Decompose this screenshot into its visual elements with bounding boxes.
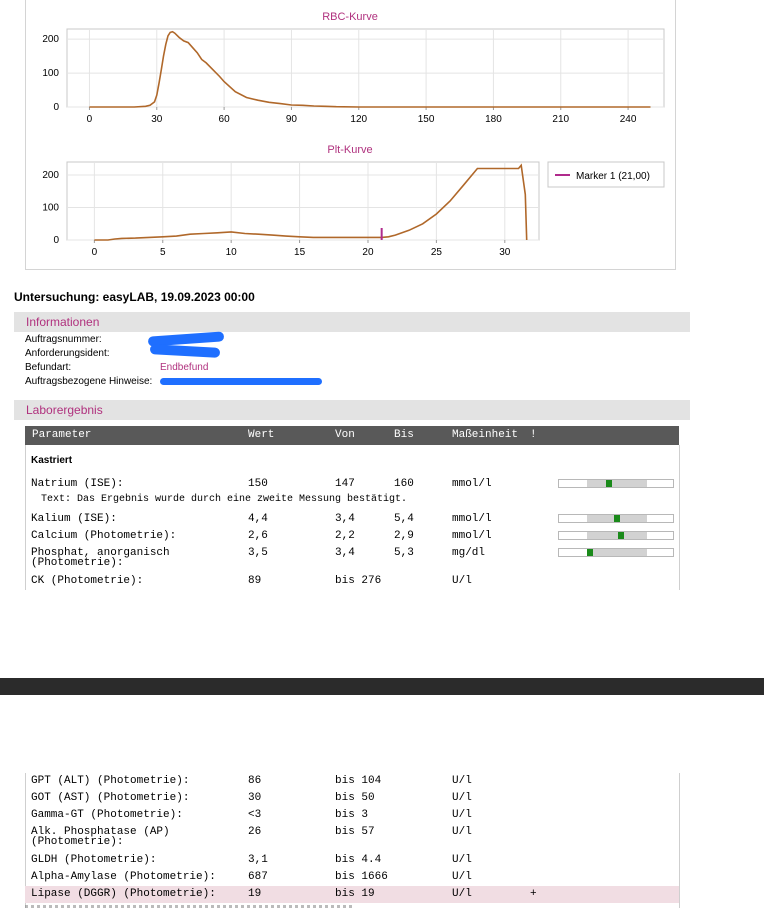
range-bar-marker [606,480,612,487]
table-border-right [679,773,680,908]
row-param: Natrium (ISE): [31,478,124,490]
table-row [25,871,679,885]
row-bis: 5,4 [394,513,414,525]
row-param-cont: (Photometrie): [31,836,124,848]
row-note: Text: Das Ergebnis wurde durch eine zweite Messung bestätigt. [41,494,408,505]
row-unit: mmol/l [452,530,492,542]
range-bar [558,479,674,488]
row-param: GOT (AST) (Photometrie): [31,792,190,804]
info-section-bar [14,312,690,332]
info-label-auftragsnummer: Auftragsnummer: [25,334,102,345]
range-bar-normal-zone [587,480,647,487]
row-von: bis 276 [335,575,382,587]
row-unit: mmol/l [452,513,492,525]
row-wert: 687 [248,871,268,883]
row-unit: mmol/l [452,478,492,490]
row-param: Phosphat, anorganisch [31,547,170,559]
y-tick-label: 100 [42,68,59,80]
x-tick-label: 210 [552,114,570,125]
row-unit: U/l [452,775,472,787]
table-row [25,775,679,789]
row-bis: 160 [394,478,414,490]
y-tick-label: 0 [53,235,59,246]
group-label: Kastriert [31,455,73,466]
table-row [25,809,679,823]
row-bis: 5,3 [394,547,414,559]
row-param: Kalium (ISE): [31,513,117,525]
table-row [25,575,679,589]
table-row [25,792,679,806]
x-tick-label: 90 [285,114,297,125]
col-flag: ! [530,429,537,441]
row-wert: 26 [248,826,262,838]
info-block [25,333,625,389]
row-param: CK (Photometrie): [31,575,144,587]
table-border-right [679,445,680,590]
range-bar [558,548,674,557]
row-von: bis 4.4 [335,854,382,866]
row-von: bis 3 [335,809,369,821]
row-unit: U/l [452,826,472,838]
info-value-befundart: Endbefund [160,362,209,373]
info-label-hinweise: Auftragsbezogene Hinweise: [25,376,153,387]
row-wert: 150 [248,478,268,490]
row-bis: 2,9 [394,530,414,542]
row-param: GPT (ALT) (Photometrie): [31,775,190,787]
range-bar-normal-zone [587,532,647,539]
x-tick-label: 0 [86,114,93,125]
redaction-mark [160,378,322,385]
x-tick-label: 20 [362,247,374,258]
x-tick-label: 10 [225,247,237,258]
row-unit: U/l [452,854,472,866]
row-param: Alk. Phosphatase (AP) [31,826,170,838]
table-row-highlighted [25,886,679,903]
table-row [25,826,679,852]
range-bar-marker [618,532,624,539]
y-tick-label: 0 [53,102,59,113]
info-section-title: Informationen [26,315,100,329]
row-param-cont: (Photometrie): [31,557,124,569]
row-von: bis 50 [335,792,375,804]
row-von: bis 104 [335,775,382,787]
row-wert: 4,4 [248,513,268,525]
exam-heading: Untersuchung: easyLAB, 19.09.2023 00:00 [14,290,255,304]
x-tick-label: 30 [151,114,163,125]
range-bar-marker [614,515,620,522]
y-tick-label: 200 [42,170,59,181]
row-von: bis 19 [335,888,375,900]
x-tick-label: 0 [91,247,98,258]
row-wert: 30 [248,792,262,804]
range-bar [558,514,674,523]
row-von: 3,4 [335,547,355,559]
plt-plot-area [67,162,539,240]
results-table-header [25,426,679,445]
row-unit: U/l [452,575,472,587]
range-bar-marker [587,549,593,556]
info-label-anforderungsident: Anforderungsident: [25,348,110,359]
plt-chart-title: Plt-Kurve [327,144,373,156]
row-wert: 2,6 [248,530,268,542]
x-tick-label: 150 [417,114,435,125]
row-wert: 89 [248,575,262,587]
row-unit: U/l [452,888,472,900]
x-tick-label: 30 [499,247,511,258]
row-unit: U/l [452,792,472,804]
row-von: bis 1666 [335,871,388,883]
row-wert: 86 [248,775,262,787]
row-von: 147 [335,478,355,490]
row-von: bis 57 [335,826,375,838]
page-separator [0,678,764,695]
x-tick-label: 240 [619,114,637,125]
row-flag: + [530,888,537,900]
row-wert: 3,1 [248,854,268,866]
row-param: Calcium (Photometrie): [31,530,177,542]
row-wert: 19 [248,888,262,900]
row-wert: <3 [248,809,262,821]
row-von: 2,2 [335,530,355,542]
x-tick-label: 180 [485,114,502,125]
row-von: 3,4 [335,513,355,525]
y-tick-label: 100 [42,202,59,214]
results-section-bar [14,400,690,420]
col-wert: Wert [248,429,275,441]
row-unit: U/l [452,809,472,821]
row-unit: U/l [452,871,472,883]
row-wert: 3,5 [248,547,268,559]
row-unit: mg/dl [452,547,486,559]
charts-svg [0,0,764,272]
table-row [25,854,679,868]
row-param: Gamma-GT (Photometrie): [31,809,183,821]
x-tick-label: 15 [294,247,306,258]
x-tick-label: 25 [430,247,442,258]
x-tick-label: 120 [350,114,368,125]
info-label-befundart: Befundart: [25,362,72,373]
row-param: GLDH (Photometrie): [31,854,157,866]
y-tick-label: 200 [42,34,59,46]
x-tick-label: 60 [218,114,230,125]
col-bis: Bis [394,429,414,441]
range-bar [558,531,674,540]
x-tick-label: 5 [159,247,166,258]
col-einheit: Maßeinheit [452,429,519,441]
col-von: Von [335,429,355,441]
results-section-title: Laborergebnis [26,403,103,417]
row-param: Lipase (DGGR) (Photometrie): [31,888,216,900]
plt-legend-label: Marker 1 (21,00) [576,171,650,182]
col-parameter: Parameter [32,429,92,441]
range-bar-normal-zone [587,549,647,556]
rbc-chart-title: RBC-Kurve [322,11,378,23]
row-param: Alpha-Amylase (Photometrie): [31,871,216,883]
